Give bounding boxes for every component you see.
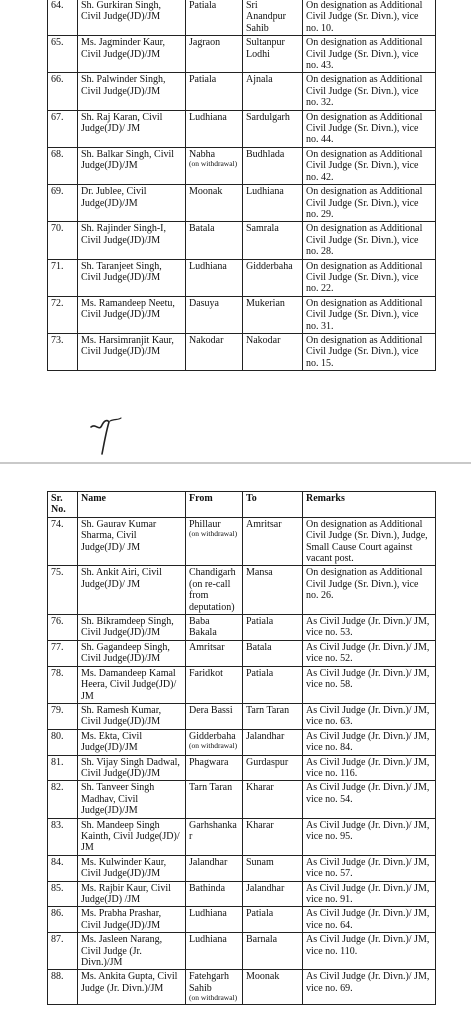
table-row <box>48 781 436 818</box>
cell-name-text: Ms. Ankita Gupta, Civil Judge (Jr. Divn.)/JM <box>81 971 178 994</box>
cell-name <box>78 566 186 615</box>
cell-to-text: Mansa <box>246 567 273 579</box>
cell-to <box>243 640 303 666</box>
table-row <box>48 296 436 333</box>
cell-sr-no <box>48 296 78 333</box>
cell-remarks-text: As Civil Judge (Jr. Divn.)/ JM, vice no. 58. <box>306 667 430 691</box>
cell-from <box>186 222 243 259</box>
cell-remarks <box>303 881 436 907</box>
cell-to-text: Sunam <box>246 856 274 868</box>
cell-to-text: Mukerian <box>246 297 285 309</box>
cell-remarks <box>303 185 436 222</box>
cell-name-text: Dr. Jublee, Civil Judge(JD)/JM <box>81 186 147 209</box>
cell-name <box>78 222 186 259</box>
cell-sr-no-text: 65. <box>51 37 64 49</box>
cell-from <box>186 259 243 296</box>
cell-from-text: Baba Bakala <box>189 616 217 639</box>
table-row <box>48 73 436 110</box>
cell-remarks-text: On designation as Additional Civil Judge (Sr. Divn.), vice no. 22. <box>306 260 423 295</box>
cell-sr-no <box>48 73 78 110</box>
cell-name-text: Sh. Taranjeet Singh, Civil Judge(JD)/JM <box>81 260 162 283</box>
cell-from-text: Ludhiana <box>189 934 227 946</box>
cell-name-text: Ms. Jagminder Kaur, Civil Judge(JD)/JM <box>81 37 166 60</box>
cell-sr-no-text: 86. <box>51 908 64 920</box>
transfer-table-page-2 <box>47 491 436 1005</box>
cell-from <box>186 333 243 370</box>
cell-from <box>186 615 243 641</box>
cell-from-text: Patiala <box>189 74 217 86</box>
cell-remarks-text: On designation as Additional Civil Judge (Sr. Divn.), vice no. 28. <box>306 223 423 258</box>
cell-sr-no <box>48 333 78 370</box>
cell-from-text: Tarn Taran <box>189 782 233 794</box>
cell-from-text: Faridkot <box>189 667 223 679</box>
cell-to-text: Tarn Taran <box>246 704 290 716</box>
cell-remarks <box>303 259 436 296</box>
cell-remarks-text: On designation as Additional Civil Judge (Sr. Divn.), vice no. 29. <box>306 186 423 220</box>
cell-remarks-text: On designation as Additional Civil Judge (Sr. Divn.), vice no. 32. <box>306 74 423 109</box>
table-row <box>48 666 436 703</box>
cell-name-text: Ms. Damandeep Kamal Heera, Civil Judge(JD)/ JM <box>81 667 177 702</box>
cell-from-text: Nabha <box>189 148 216 160</box>
cell-from-text: Garhshankar <box>189 819 237 842</box>
cell-remarks-text: On designation as Additional Civil Judge (Sr. Divn.), vice no. 26. <box>306 567 423 602</box>
cell-name-text: Sh. Bikramdeep Singh, Civil Judge(JD)/JM <box>81 616 174 639</box>
cell-remarks <box>303 666 436 703</box>
cell-sr-no-text: 80. <box>51 730 64 742</box>
cell-name-text: Ms. Jasleen Narang, Civil Judge (Jr. Divn.)/JM <box>81 934 163 969</box>
cell-from <box>186 729 243 755</box>
document-page-1 <box>0 0 471 402</box>
cell-name <box>78 818 186 855</box>
cell-from-text: Jalandhar <box>189 856 228 868</box>
cell-to-text: Budhlada <box>246 148 285 160</box>
cell-sr-no <box>48 110 78 147</box>
cell-remarks <box>303 110 436 147</box>
cell-to-text: Batala <box>246 641 272 653</box>
table-row <box>48 855 436 881</box>
cell-to-text: Kharar <box>246 782 274 794</box>
cell-sr-no <box>48 259 78 296</box>
signature-initials <box>88 410 128 456</box>
cell-sr-no-text: 78. <box>51 667 64 679</box>
cell-remarks-text: On designation as Additional Civil Judge (Sr. Divn.), vice no. 44. <box>306 111 423 146</box>
cell-to <box>243 110 303 147</box>
cell-remarks <box>303 855 436 881</box>
cell-sr-no <box>48 147 78 184</box>
table-row <box>48 222 436 259</box>
cell-from <box>186 703 243 729</box>
cell-from-text: Phillaur <box>189 518 221 530</box>
cell-name <box>78 259 186 296</box>
table-row <box>48 259 436 296</box>
cell-remarks-text: As Civil Judge (Jr. Divn.)/ JM, vice no. 110. <box>306 934 430 957</box>
cell-name <box>78 333 186 370</box>
table-row <box>48 566 436 615</box>
cell-remarks-text: As Civil Judge (Jr. Divn.)/ JM, vice no. 54. <box>306 782 430 805</box>
cell-to <box>243 259 303 296</box>
cell-remarks <box>303 755 436 781</box>
cell-name-text: Sh. Gaurav Kumar Sharma, Civil Judge(JD)/ JM <box>81 518 157 553</box>
cell-name <box>78 36 186 73</box>
cell-remarks-text: As Civil Judge (Jr. Divn.)/ JM, vice no. 91. <box>306 882 430 905</box>
table-row <box>48 147 436 184</box>
cell-name-text: Sh. Ramesh Kumar, Civil Judge(JD)/JM <box>81 704 162 728</box>
cell-to <box>243 666 303 703</box>
cell-from-text: Bathinda <box>189 882 226 894</box>
table-row <box>48 818 436 855</box>
cell-name-text: Ms. Rajbir Kaur, Civil Judge(JD) /JM <box>81 882 171 905</box>
cell-remarks <box>303 566 436 615</box>
cell-sr-no-text: 68. <box>51 148 64 160</box>
cell-sr-no <box>48 781 78 818</box>
cell-from <box>186 666 243 703</box>
table-row <box>48 517 436 566</box>
cell-from <box>186 296 243 333</box>
cell-name-text: Sh. Rajinder Singh-I, Civil Judge(JD)/JM <box>81 223 166 246</box>
cell-from <box>186 36 243 73</box>
cell-name <box>78 881 186 907</box>
cell-from-text: Ludhiana <box>189 260 227 272</box>
transfer-table-page-1 <box>47 0 436 371</box>
table-row <box>48 907 436 933</box>
cell-name-text: Sh. Balkar Singh, Civil Judge(JD)/JM <box>81 148 175 172</box>
table-row <box>48 110 436 147</box>
cell-to-text: Samrala <box>246 223 279 235</box>
cell-to-text: Sardulgarh <box>246 111 290 123</box>
cell-name <box>78 185 186 222</box>
cell-sr-no <box>48 640 78 666</box>
table-row <box>48 615 436 641</box>
cell-name <box>78 729 186 755</box>
cell-remarks <box>303 640 436 666</box>
cell-from-text: Moonak <box>189 186 223 198</box>
header-sr-no: Sr. No. <box>48 492 78 518</box>
cell-remarks-text: As Civil Judge (Jr. Divn.)/ JM, vice no. 63. <box>306 704 430 728</box>
cell-sr-no <box>48 907 78 933</box>
cell-remarks <box>303 36 436 73</box>
cell-sr-no-text: 83. <box>51 819 64 831</box>
cell-remarks-text: On designation as Additional Civil Judge (Sr. Divn.), vice no. 31. <box>306 297 423 332</box>
cell-name <box>78 296 186 333</box>
cell-sr-no-text: 66. <box>51 74 64 86</box>
cell-remarks <box>303 729 436 755</box>
cell-from-text: Nakodar <box>189 334 224 346</box>
cell-from <box>186 147 243 184</box>
cell-from-text: Gidderbaha <box>189 730 236 742</box>
cell-name <box>78 933 186 970</box>
table-row <box>48 729 436 755</box>
cell-to-text: Gidderbaha <box>246 260 293 272</box>
cell-to-text: Barnala <box>246 934 278 946</box>
table-row <box>48 703 436 729</box>
cell-name-text: Ms. Harsimranjit Kaur, Civil Judge(JD)/JM <box>81 334 174 358</box>
cell-to <box>243 970 303 1004</box>
cell-sr-no-text: 72. <box>51 297 64 309</box>
cell-remarks-text: As Civil Judge (Jr. Divn.)/ JM, vice no. 95. <box>306 819 430 842</box>
cell-name-text: Ms. Ramandeep Neetu, Civil Judge(JD)/JM <box>81 297 175 321</box>
cell-name-text: Ms. Kulwinder Kaur, Civil Judge(JD)/JM <box>81 856 167 880</box>
cell-to-text: Amritsar <box>246 518 282 530</box>
table-row <box>48 0 436 36</box>
header-remarks: Remarks <box>303 492 436 518</box>
cell-sr-no-text: 64. <box>51 0 64 11</box>
cell-to <box>243 73 303 110</box>
cell-sr-no <box>48 36 78 73</box>
cell-name-text: Sh. Gagandeep Singh, Civil Judge(JD)/JM <box>81 641 170 665</box>
cell-to-text: Patiala <box>246 667 274 679</box>
cell-name <box>78 703 186 729</box>
cell-sr-no <box>48 970 78 1004</box>
cell-name <box>78 110 186 147</box>
cell-from-text: Batala <box>189 223 215 235</box>
cell-sr-no-text: 75. <box>51 567 64 579</box>
cell-remarks-text: On designation as Additional Civil Judge (Sr. Divn.), vice no. 42. <box>306 148 423 183</box>
cell-remarks-text: On designation as Additional Civil Judge (Sr. Divn.), vice no. 10. <box>306 0 423 34</box>
cell-from <box>186 110 243 147</box>
document-page-2 <box>0 466 471 1024</box>
cell-from-text: Dera Bassi <box>189 704 233 716</box>
cell-sr-no-text: 74. <box>51 518 64 530</box>
cell-from-text: Ludhiana <box>189 111 227 123</box>
cell-remarks <box>303 703 436 729</box>
table-row <box>48 755 436 781</box>
cell-sr-no-text: 69. <box>51 186 64 198</box>
cell-sr-no-text: 82. <box>51 782 64 794</box>
cell-remarks <box>303 73 436 110</box>
cell-sr-no-text: 77. <box>51 641 64 653</box>
cell-to-text: Ajnala <box>246 74 273 86</box>
cell-remarks <box>303 907 436 933</box>
cell-name <box>78 781 186 818</box>
cell-to-text: Patiala <box>246 908 274 920</box>
cell-name <box>78 0 186 36</box>
cell-name-text: Ms. Ekta, Civil Judge(JD)/JM <box>81 730 143 754</box>
page-gap <box>0 402 471 466</box>
cell-sr-no <box>48 818 78 855</box>
cell-sr-no-text: 85. <box>51 882 64 894</box>
cell-name-text: Sh. Tanveer Singh Madhav, Civil Judge(JD)/JM <box>81 782 155 817</box>
cell-remarks <box>303 222 436 259</box>
cell-remarks <box>303 615 436 641</box>
cell-remarks <box>303 517 436 566</box>
cell-remarks <box>303 333 436 370</box>
cell-from <box>186 755 243 781</box>
cell-from <box>186 855 243 881</box>
cell-to-text: Jalandhar <box>246 730 285 742</box>
cell-remarks-text: As Civil Judge (Jr. Divn.)/ JM, vice no. 69. <box>306 971 430 994</box>
cell-to-text: Nakodar <box>246 334 281 346</box>
table-row <box>48 881 436 907</box>
cell-from <box>186 907 243 933</box>
cell-from <box>186 73 243 110</box>
cell-to-text: Sultanpur Lodhi <box>246 37 285 60</box>
cell-to <box>243 933 303 970</box>
cell-name <box>78 640 186 666</box>
cell-remarks <box>303 0 436 36</box>
header-name: Name <box>78 492 186 518</box>
cell-to-text: Patiala <box>246 616 274 628</box>
cell-from-note: (on withdrawal) <box>189 159 238 169</box>
cell-from-text: Fatehgarh Sahib <box>189 971 229 994</box>
cell-from-text: Ludhiana <box>189 908 227 920</box>
cell-to <box>243 729 303 755</box>
cell-name-text: Sh. Gurkiran Singh, Civil Judge(JD)/JM <box>81 0 161 23</box>
cell-sr-no <box>48 222 78 259</box>
cell-to <box>243 333 303 370</box>
cell-sr-no-text: 71. <box>51 260 64 272</box>
cell-from <box>186 881 243 907</box>
cell-to <box>243 222 303 259</box>
table-row <box>48 185 436 222</box>
cell-to-text: Ludhiana <box>246 186 284 198</box>
cell-from <box>186 818 243 855</box>
cell-sr-no <box>48 666 78 703</box>
cell-from <box>186 517 243 566</box>
cell-name <box>78 73 186 110</box>
cell-sr-no <box>48 881 78 907</box>
cell-remarks-text: As Civil Judge (Jr. Divn.)/ JM, vice no. 53. <box>306 616 430 639</box>
cell-sr-no <box>48 855 78 881</box>
cell-remarks <box>303 147 436 184</box>
cell-remarks <box>303 818 436 855</box>
cell-remarks <box>303 970 436 1004</box>
cell-sr-no-text: 87. <box>51 934 64 946</box>
cell-from-text: Chandigarh (on re-call from deputation) <box>189 567 236 613</box>
cell-sr-no-text: 84. <box>51 856 64 868</box>
cell-to <box>243 566 303 615</box>
cell-name <box>78 666 186 703</box>
table-row <box>48 36 436 73</box>
cell-from-note: (on withdrawal) <box>189 993 238 1003</box>
cell-to <box>243 36 303 73</box>
cell-sr-no <box>48 0 78 36</box>
cell-name <box>78 907 186 933</box>
cell-sr-no-text: 88. <box>51 971 64 983</box>
cell-sr-no-text: 81. <box>51 756 64 768</box>
cell-sr-no <box>48 517 78 566</box>
table-row <box>48 333 436 370</box>
cell-sr-no <box>48 566 78 615</box>
cell-sr-no-text: 70. <box>51 223 64 235</box>
cell-to-text: Kharar <box>246 819 274 831</box>
cell-to <box>243 296 303 333</box>
cell-remarks-text: On designation as Additional Civil Judge (Sr. Divn.), vice no. 15. <box>306 334 423 369</box>
cell-from <box>186 640 243 666</box>
cell-sr-no <box>48 755 78 781</box>
cell-remarks <box>303 781 436 818</box>
cell-name <box>78 970 186 1004</box>
header-from: From <box>186 492 243 518</box>
cell-sr-no <box>48 703 78 729</box>
cell-to-text: Moonak <box>246 971 280 983</box>
cell-sr-no <box>48 933 78 970</box>
cell-from <box>186 0 243 36</box>
cell-to <box>243 855 303 881</box>
cell-remarks-text: On designation as Additional Civil Judge (Sr. Divn.), vice no. 43. <box>306 37 423 72</box>
cell-name-text: Sh. Ankit Airi, Civil Judge(JD)/ JM <box>81 567 162 590</box>
cell-to <box>243 615 303 641</box>
cell-name-text: Sh. Raj Karan, Civil Judge(JD)/ JM <box>81 111 163 135</box>
cell-to <box>243 517 303 566</box>
cell-name-text: Sh. Palwinder Singh, Civil Judge(JD)/JM <box>81 74 166 97</box>
cell-name <box>78 755 186 781</box>
table-row <box>48 970 436 1004</box>
cell-to <box>243 147 303 184</box>
page-separator <box>0 462 471 464</box>
cell-to <box>243 881 303 907</box>
cell-name-text: Sh. Vijay Singh Dadwal, Civil Judge(JD)/JM <box>81 756 180 779</box>
header-to: To <box>243 492 303 518</box>
cell-from <box>186 933 243 970</box>
cell-from-text: Dasuya <box>189 297 219 309</box>
cell-sr-no <box>48 185 78 222</box>
cell-from <box>186 566 243 615</box>
cell-to-text: Jalandhar <box>246 882 285 894</box>
cell-remarks-text: As Civil Judge (Jr. Divn.)/ JM, vice no. 64. <box>306 908 430 931</box>
cell-name-text: Ms. Prabha Prashar, Civil Judge(JD)/JM <box>81 908 162 931</box>
cell-to <box>243 0 303 36</box>
cell-sr-no <box>48 729 78 755</box>
cell-name <box>78 855 186 881</box>
cell-name-text: Sh. Mandeep Singh Kainth, Civil Judge(JD)/ JM <box>81 819 180 854</box>
cell-to-text: Sri Anandpur Sahib <box>246 0 286 34</box>
cell-remarks-text: On designation as Additional Civil Judge (Sr. Divn.), Judge, Small Cause Court against vacant post. <box>306 518 428 565</box>
cell-from-note: (on withdrawal) <box>189 741 238 751</box>
cell-sr-no-text: 79. <box>51 704 64 716</box>
cell-from <box>186 185 243 222</box>
cell-to <box>243 781 303 818</box>
cell-sr-no <box>48 615 78 641</box>
table-row <box>48 933 436 970</box>
cell-to <box>243 755 303 781</box>
cell-from <box>186 781 243 818</box>
cell-from-text: Patiala <box>189 0 217 11</box>
cell-sr-no-text: 73. <box>51 334 64 346</box>
cell-remarks-text: As Civil Judge (Jr. Divn.)/ JM, vice no. 57. <box>306 856 430 880</box>
cell-remarks <box>303 933 436 970</box>
cell-to <box>243 907 303 933</box>
cell-remarks-text: As Civil Judge (Jr. Divn.)/ JM, vice no. 52. <box>306 641 430 665</box>
cell-remarks-text: As Civil Judge (Jr. Divn.)/ JM, vice no. 116. <box>306 756 430 779</box>
cell-remarks <box>303 296 436 333</box>
cell-to <box>243 185 303 222</box>
cell-from-text: Phagwara <box>189 756 229 768</box>
cell-sr-no-text: 67. <box>51 111 64 123</box>
cell-sr-no-text: 76. <box>51 616 64 628</box>
cell-from-text: Jagraon <box>189 37 221 49</box>
cell-from-note: (on withdrawal) <box>189 529 238 539</box>
cell-remarks-text: As Civil Judge (Jr. Divn.)/ JM, vice no. 84. <box>306 730 430 754</box>
cell-name <box>78 147 186 184</box>
cell-to-text: Gurdaspur <box>246 756 289 768</box>
table-header-row <box>48 492 436 518</box>
cell-to <box>243 703 303 729</box>
table-row <box>48 640 436 666</box>
cell-from <box>186 970 243 1004</box>
cell-from-text: Amritsar <box>189 641 225 653</box>
cell-name <box>78 517 186 566</box>
cell-to <box>243 818 303 855</box>
cell-name <box>78 615 186 641</box>
